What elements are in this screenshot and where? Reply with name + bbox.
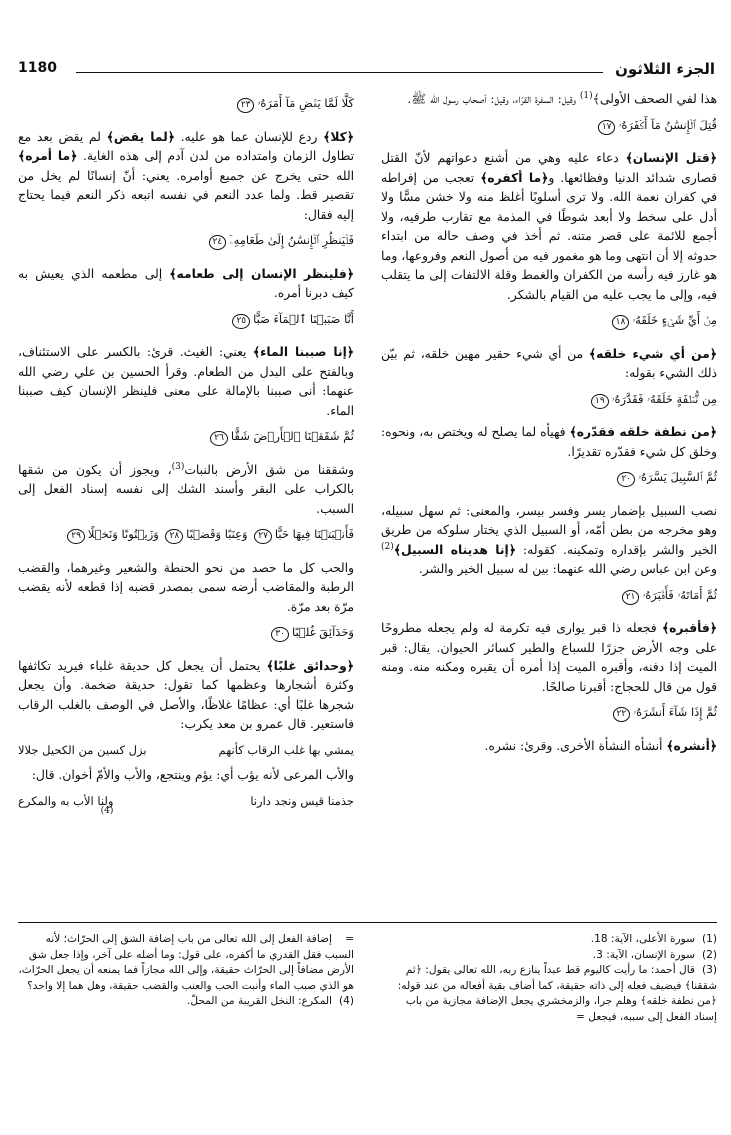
- header-rule: [76, 72, 603, 73]
- quran-verse: ثُمَّ إِذَا شَآءَ أَنشَرَهُۥ٢٢: [381, 703, 717, 723]
- paragraph: ﴿وحدائق غلبًا﴾ يحتمل أن يجعل كل حديقة غلباء فيريد تكاثفها وكثرة أشجارها وعظمها كما تقول: حديقة ضخمة. وأن يجعل شجرها غلبًا أي: عظامًا غلاظًا، والأصل في الوصف بالغلب الرقاب فاستعير. قال عمرو بن معد يكرب:: [18, 658, 354, 731]
- paragraph: ﴿كلا﴾ ردع للإنسان عما هو عليه. ﴿لما يقض﴾ لم يقض بعد مع تطاول الزمان وامتداده من لدن آدم إلى هذه الغاية. ﴿ما أمره﴾ الله حتى يخرج عن جميع أوامره. يعني: أنّ إنسانًا لم يخل من تقصير قط. ولما عدد النعم في نفسه اتبعه ذكر النعم فيما يحتاج إليه فقال:: [18, 129, 355, 222]
- paragraph: والحب كل ما حصد من نحو الحنطة والشعير وغيرهما، والقضب الرطبة والمقاضب أرضه سمى بمصدر قضبه إذا قطعه لأنه يقضب مرّة بعد مرّة.: [18, 560, 354, 614]
- verse-number: ٢٣: [237, 98, 255, 113]
- quran-verse: ثُمَّ ٱلسَّبِيلَ يَسَّرَهُۥ٢٠: [381, 468, 717, 488]
- footnote-ref[interactable]: (1): [579, 90, 593, 101]
- page-number: 1180: [18, 60, 57, 76]
- footnote: (1)سورة الأعلى، الآية: 18.: [590, 933, 717, 945]
- paragraph: ﴿فأقبره﴾ فجعله ذا قبر يوارى فيه تكرمة له ولم يجعله مطروحًا على وجه الأرض جزرًا للسباع والطير كسائر الحيوان. يقال: قبر الميت إذا دفنه، وأقبره الميت إذا أمره أن يقبره ومكنه منه. ومنه قول من قال للحجاج: أقبرنا صالحًا.: [381, 621, 717, 694]
- verse-number: ٢٦: [210, 431, 228, 446]
- footnotes-left: [18, 932, 354, 1010]
- footnote: =إضافة الفعل إلى الله تعالى من باب إضافة الشق إلى الحرّاث؛ لأنه السبب فقل القدري ما أكفره، على قول: وما أضله على آخر، وإذا جعل شق الأرض مضافاً إلى الحرّاث حقيقة، وإلى الله مجازاً فما يمنعه أن يجعل الحرّاث، هو الذي صبب الماء وأنبت الحب والعنب والقضب حقيقة، وهل هما إلا واحد؟: [18, 933, 354, 992]
- verse-number: ٣٠: [271, 627, 289, 642]
- paragraph: ﴿من أي شيء خلقه﴾ من أي شيء حقير مهين خلقه، ثم بيّن ذلك الشيء بقوله:: [381, 346, 717, 380]
- hemistich: جذمنا قيس ونجد دارنا: [250, 793, 354, 808]
- verse-number: ١٩: [591, 394, 609, 409]
- footnote-rule: [18, 922, 717, 923]
- paragraph: ﴿إنا صببنا الماء﴾ يعني: الغيث. قرئ: بالكسر على الاستئناف، وبالفتح على البدل من الطعام. وقرأ الحسين بن علي رضي الله عنهما: أنى صببنا بالإمالة على معنى فلينظر الإنسان كيف صببنا الماء.: [18, 345, 354, 418]
- verse-number: ٢٢: [613, 707, 631, 722]
- footnotes-right: [381, 932, 717, 1025]
- page-header: [18, 58, 715, 82]
- verse-number: ٢١: [622, 590, 640, 605]
- footnote-ref[interactable]: (2): [381, 541, 394, 552]
- left-column: [18, 90, 354, 817]
- verse-number: ٢٤: [209, 235, 227, 250]
- quran-verse: فَأَنۢبَتۡنَا فِيهَا حَبًّا٢٧ وَعِنَبًا وَقَضۡبًا٢٨ وَزَيۡتُونًا وَنَخۡلًا٢٩: [18, 525, 354, 545]
- paragraph: هذا لفي الصحف الأولى﴾$^{(1)}$ وقيل: السفرة القرّاء، وقيل: أصحاب رسول الله ﷺ.: [407, 90, 717, 106]
- poem-verse: [18, 792, 354, 816]
- poem-verse: [18, 741, 354, 761]
- verse-number: ١٨: [612, 315, 630, 330]
- right-column: [381, 90, 717, 762]
- quran-verse: قُتِلَ ٱلۡإِنسَٰنُ مَآ أَكۡفَرَهُۥ١٧: [381, 116, 717, 136]
- footnote: (4)المكرع: النخل القريبة من المحلّ.: [186, 995, 354, 1007]
- running-title: الجزء الثلاثون: [615, 60, 715, 78]
- paragraph: والأب المرعى لأنه يؤب أي: يؤم وينتجع، والأب والأمّ أخوان. قال:: [31, 768, 354, 782]
- verse-number: ١٧: [598, 120, 616, 135]
- hemistich: ولنا الأب به والمكرع (4): [18, 793, 114, 816]
- quran-verse: مِن نُّطۡفَةٍ خَلَقَهُۥ فَقَدَّرَهُۥ١٩: [381, 390, 717, 410]
- hemistich: يمشي بها غلب الرقاب كأنهم: [218, 742, 354, 757]
- verse-number: ٢٨: [165, 529, 183, 544]
- verse-number: ٢٧: [254, 529, 272, 544]
- paragraph: ﴿من نطفة خلقه فقدّره﴾ فهيأه لما يصلح له ويختص به، ونحوه: وخلق كل شيء فقدّره تقديرًا.: [381, 425, 718, 459]
- quran-verse: مِنۡ أَيِّ شَيۡءٍ خَلَقَهُۥ١٨: [381, 311, 717, 331]
- verse-number: ٢٥: [232, 314, 250, 329]
- footnote: (3)قال أحمد: ما رأيت كاليوم قط عبداً ينازع ربه، الله تعالى يقول: ﴿ثم شققنا﴾ فيضيف فعله إلى ذاته حقيقة، كما أضاف بقية أفعاله من عند قوله: ﴿من نطفة خلقه﴾ وهلم جرا، والزمخشري يجعل الإضافة مجازية من باب إسناد الفعل إلى سببه، فيجعل =: [397, 964, 717, 1023]
- quran-verse: كَلَّا لَمَّا يَقۡضِ مَآ أَمَرَهُۥ٢٣: [18, 94, 354, 114]
- quran-verse: ثُمَّ أَمَاتَهُۥ فَأَقۡبَرَهُۥ٢١: [381, 586, 717, 606]
- paragraph: ﴿فلينظر الإنسان إلى طعامه﴾ إلى مطعمه الذي يعيش به كيف دبرنا أمره.: [18, 266, 354, 300]
- verse-number: ٢٠: [617, 472, 635, 487]
- hemistich: بزل كسين من الكحيل جلالا: [18, 742, 147, 757]
- quran-verse: فَلۡيَنظُرِ ٱلۡإِنسَٰنُ إِلَىٰ طَعَامِهِۦٓ٢٤: [18, 231, 354, 251]
- paragraph: نصب السبيل بإضمار يسر وفسر بيسر، والمعنى: ثم سهل سبيله، وهو مخرجه من بطن أمّه، أو السبيل الذي يختار سلوكه من طريق الخير والشر بإقداره وتمكينه. كقوله: ﴿إنا هديناه السبيل﴾$^{(2)}$ وعن ابن عباس رضي الله عنهما: بين له سبيل الخير والشر.: [381, 503, 717, 576]
- footnote-ref[interactable]: (3): [171, 461, 185, 472]
- quran-verse: أَنَّا صَبَبۡنَا ٱلۡمَآءَ صَبًّا٢٥: [18, 310, 354, 330]
- paragraph: ﴿أنشره﴾ أنشأه النشأة الأخرى. وقرئ: نشره.: [484, 738, 717, 753]
- verse-number: ٢٩: [67, 529, 85, 544]
- quran-verse: وَحَدَآئِقَ غُلۡبًا٣٠: [18, 623, 354, 643]
- paragraph: ﴿قتل الإنسان﴾ دعاء عليه وهي من أشنع دعواتهم لأنّ القتل قصارى شدائد الدنيا وفظائعها. و﴿ما أكفره﴾ تعجب من إفراطه في كفران نعمة الله. ولا ترى أسلوبًا أغلظ منه ولا خشن مسًّا ولا أدل على سخط ولا أبعد شوطًا في المذمة مع تقارب طرفيه، ولا أجمع للائمة على قصر متنه. ثم أخذ في وصف حاله من ابتداء حدوثه إلا أن انتهى وما هو مغمور فيه من أصول النعم وفروعها، وما هو غارز فيه رأسه من الكفران والغمط وقلة الالتفات إلى ما يتقلب فيه، وإلى ما يجب عليه من القيام بالشكر.: [381, 151, 717, 302]
- paragraph: وشققنا من شق الأرض بالنبات$^{(3)}$، ويجوز أن يكون من شقها بالكراب على البقر وأسند الشك إلى نفسه إسناد الفعل إلى السبب.: [18, 461, 354, 516]
- footnote: (2)سورة الإنسان، الآية: 3.: [592, 948, 717, 961]
- quran-verse: ثُمَّ شَقَقۡنَا ٱلۡأَرۡضَ شَقًّا٢٦: [18, 427, 354, 447]
